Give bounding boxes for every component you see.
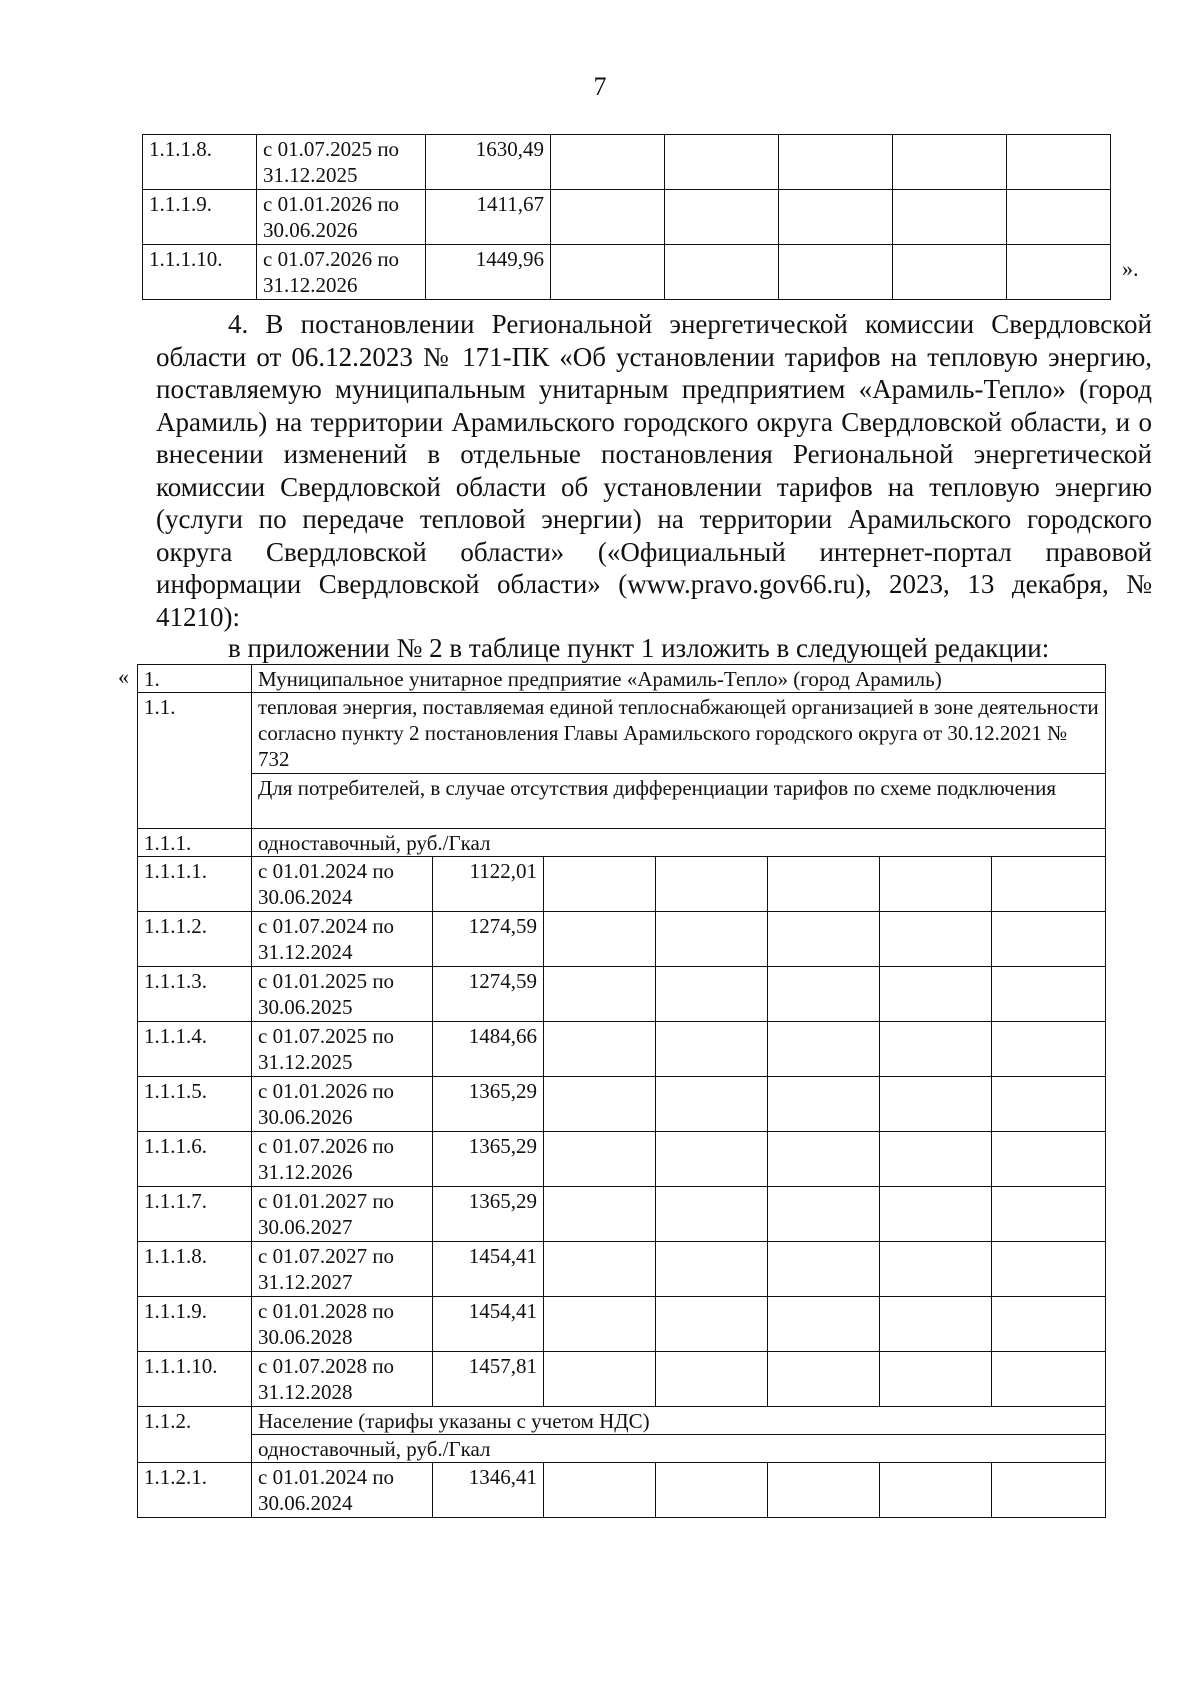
row-number: 1.1.1.7. — [138, 1187, 252, 1242]
row-period: с 01.01.2025 по 30.06.2025 — [252, 967, 433, 1022]
row-period: с 01.07.2025 по 31.12.2025 — [252, 1022, 433, 1077]
row-value: 1457,81 — [433, 1352, 544, 1407]
row-value: 1454,41 — [433, 1297, 544, 1352]
table-row — [138, 912, 1106, 967]
table-row — [138, 967, 1106, 1022]
instruction-paragraph: в приложении № 2 в таблице пункт 1 изложить в следующей редакции: — [228, 633, 1050, 663]
row-number: 1.1.1.10. — [138, 1352, 252, 1407]
population-row — [138, 1407, 1106, 1435]
org-number: 1. — [138, 665, 252, 693]
row-number: 1.1.1.8. — [143, 135, 257, 190]
subsection-text: одноставочный, руб./Гкал — [252, 829, 1106, 857]
row-period: с 01.07.2028 по 31.12.2028 — [252, 1352, 433, 1407]
row-number: 1.1.1.8. — [138, 1242, 252, 1297]
row-value: 1274,59 — [433, 912, 544, 967]
row-number: 1.1.2.1. — [138, 1463, 252, 1518]
table-row — [143, 190, 1111, 245]
row-period: с 01.07.2027 по 31.12.2027 — [252, 1242, 433, 1297]
row-number: 1.1.1.9. — [143, 190, 257, 245]
row-value: 1630,49 — [426, 135, 551, 190]
row-period: с 01.01.2026 по 30.06.2026 — [257, 190, 426, 245]
row-value: 1365,29 — [433, 1077, 544, 1132]
row-value: 1122,01 — [433, 857, 544, 912]
consumers-text: Для потребителей, в случае отсутствия дифференциации тарифов по схеме подключения — [252, 774, 1106, 829]
paragraph-4: 4. В постановлении Региональной энергетической комиссии Свердловской области от 06.12.2023 № 171-ПК «Об установлении тарифов на тепловую энергию, поставляемую муниципальным унитарным предприятием «Арамиль-Тепло» (город Арамиль) на территории Арамильского городского округа Свердловской области, и о внесении изменений в отдельные постановления Региональной энергетической комиссии Свердловской области об установлении тарифов на тепловую энергию (услуги по передаче тепловой энергии) на территории Арамильского городского округа Свердловской области» («Официальный интернет-портал правовой информации Свердловской области» (www.pravo.gov66.ru), 2023, 13 декабря, № 41210): — [156, 309, 1152, 632]
row-period: с 01.01.2027 по 30.06.2027 — [252, 1187, 433, 1242]
row-period: с 01.07.2026 по 31.12.2026 — [257, 245, 426, 300]
row-number: 1.1.1.1. — [138, 857, 252, 912]
row-period: с 01.01.2024 по 30.06.2024 — [252, 1463, 433, 1518]
row-value: 1365,29 — [433, 1187, 544, 1242]
row-period: с 01.07.2025 по 31.12.2025 — [257, 135, 426, 190]
opening-quote: « — [118, 664, 129, 689]
section-text: тепловая энергия, поставляемая единой теплоснабжающей организацией в зоне деятельности согласно пункту 2 постановления Главы Арамильского городского округа от 30.12.2021 № 732 — [252, 693, 1106, 774]
org-row — [138, 665, 1106, 693]
row-value: 1454,41 — [433, 1242, 544, 1297]
row-value: 1274,59 — [433, 967, 544, 1022]
table-row — [138, 1352, 1106, 1407]
table-row — [138, 1297, 1106, 1352]
page-number: 7 — [593, 72, 607, 101]
population-subsection-row — [138, 1435, 1106, 1463]
table-row — [143, 245, 1111, 300]
row-number: 1.1.1.4. — [138, 1022, 252, 1077]
table-row — [138, 1077, 1106, 1132]
table-row — [138, 1187, 1106, 1242]
section-number: 1.1. — [138, 693, 252, 829]
table-row — [138, 1132, 1106, 1187]
row-number: 1.1.1.6. — [138, 1132, 252, 1187]
closing-quote: ». — [1122, 256, 1139, 281]
tariff-table-new — [137, 664, 1106, 1518]
consumers-row — [138, 774, 1106, 829]
section-row — [138, 693, 1106, 774]
row-value: 1346,41 — [433, 1463, 544, 1518]
row-value: 1411,67 — [426, 190, 551, 245]
table-row — [138, 857, 1106, 912]
row-number: 1.1.1.9. — [138, 1297, 252, 1352]
row-number: 1.1.1.5. — [138, 1077, 252, 1132]
row-value: 1484,66 — [433, 1022, 544, 1077]
row-number: 1.1.1.3. — [138, 967, 252, 1022]
subsection-row — [138, 829, 1106, 857]
population-text: Население (тарифы указаны с учетом НДС) — [252, 1407, 1106, 1435]
table-row — [138, 1022, 1106, 1077]
row-number: 1.1.1.2. — [138, 912, 252, 967]
row-period: с 01.07.2024 по 31.12.2024 — [252, 912, 433, 967]
row-period: с 01.01.2026 по 30.06.2026 — [252, 1077, 433, 1132]
row-number: 1.1.1.10. — [143, 245, 257, 300]
table-row — [138, 1242, 1106, 1297]
population-subsection-text: одноставочный, руб./Гкал — [252, 1435, 1106, 1463]
tariff-table-continued — [142, 134, 1111, 300]
table-row — [138, 1463, 1106, 1518]
org-name: Муниципальное унитарное предприятие «Арамиль-Тепло» (город Арамиль) — [252, 665, 1106, 693]
table-row — [143, 135, 1111, 190]
subsection-number: 1.1.1. — [138, 829, 252, 857]
row-period: с 01.01.2024 по 30.06.2024 — [252, 857, 433, 912]
row-value: 1449,96 — [426, 245, 551, 300]
row-period: с 01.01.2028 по 30.06.2028 — [252, 1297, 433, 1352]
row-period: с 01.07.2026 по 31.12.2026 — [252, 1132, 433, 1187]
population-number: 1.1.2. — [138, 1407, 252, 1463]
row-value: 1365,29 — [433, 1132, 544, 1187]
